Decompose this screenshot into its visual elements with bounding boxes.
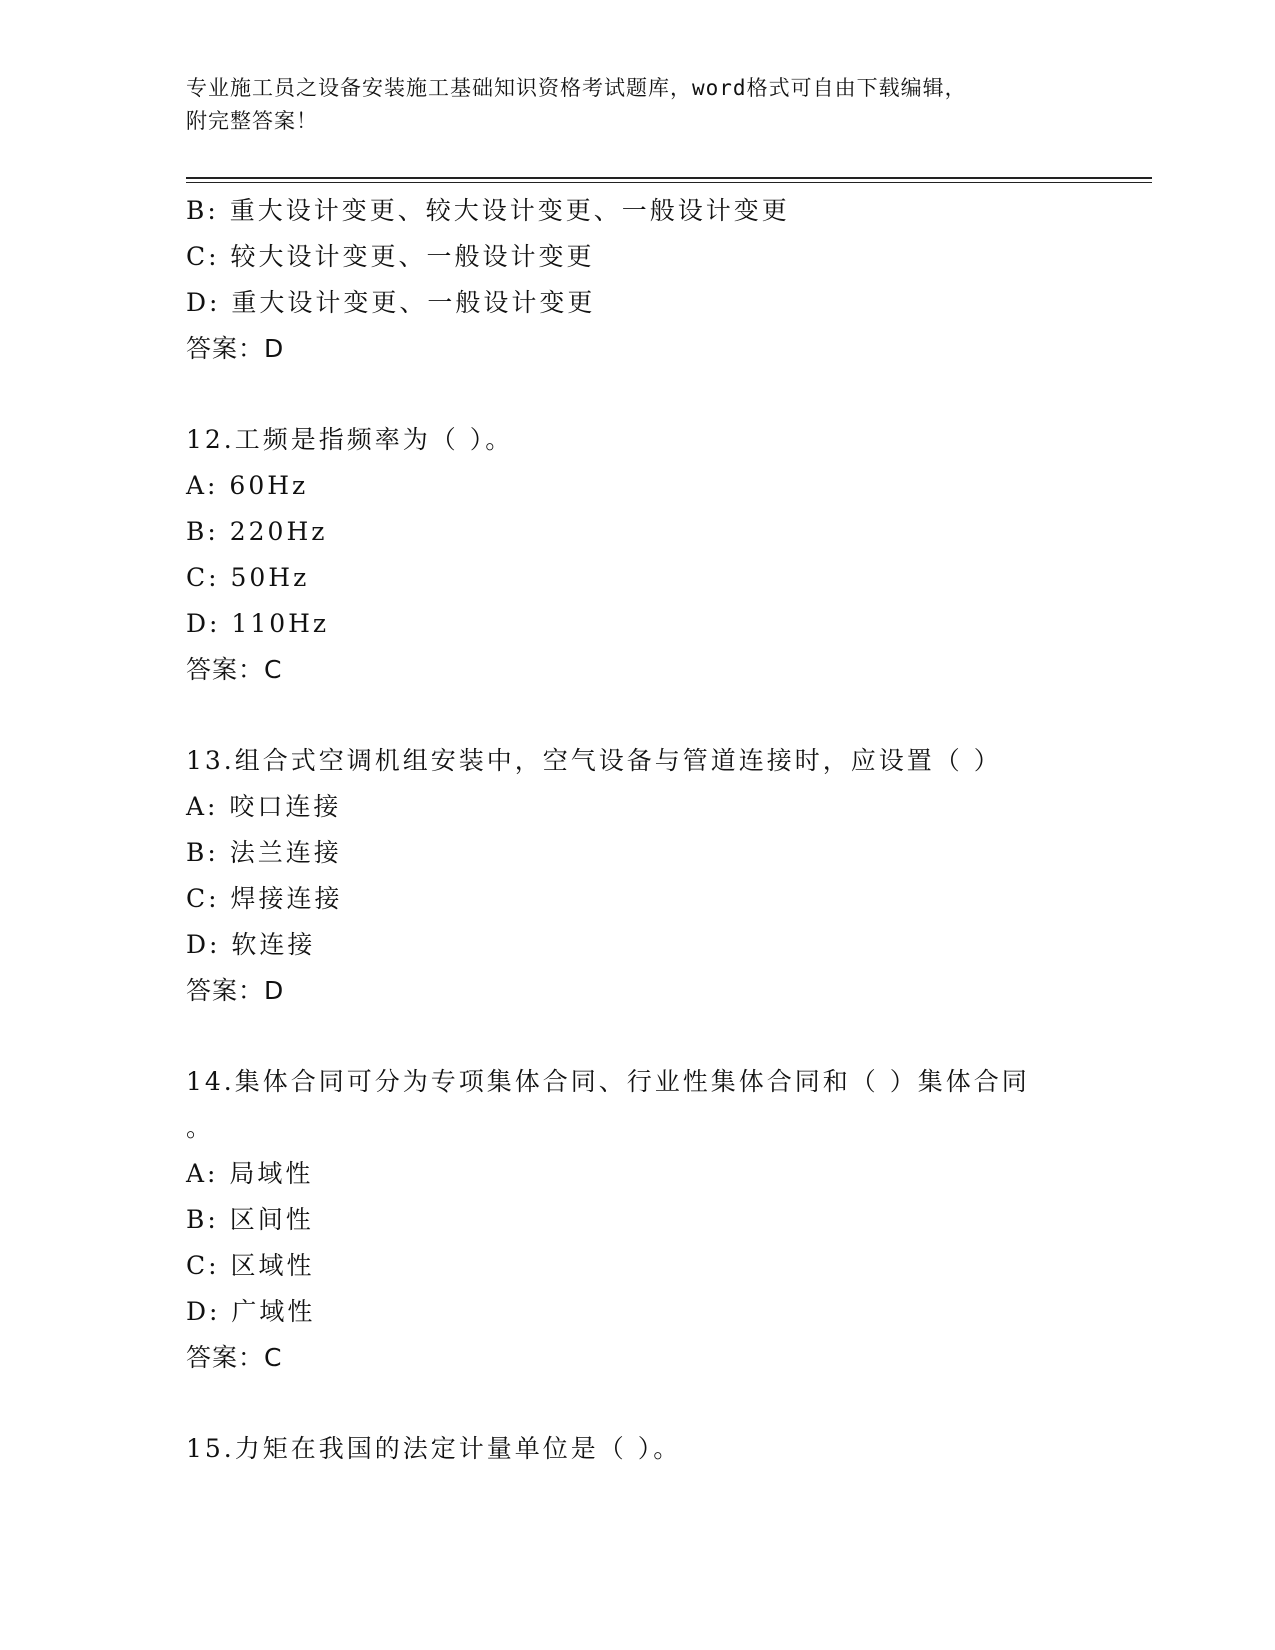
answer: 答案：D [186, 334, 285, 363]
question-11 [186, 188, 1086, 372]
document-header [186, 72, 1066, 138]
question-15 [186, 1426, 1086, 1472]
answer: 答案：C [186, 655, 283, 684]
option-b: B: 重大设计变更、较大设计变更、一般设计变更 [186, 196, 790, 225]
question-14 [186, 1059, 1086, 1381]
question-text: 13.组合式空调机组安装中，空气设备与管道连接时，应设置（ ） [186, 746, 1002, 775]
option-b: B: 区间性 [186, 1205, 314, 1234]
option-c: C: 较大设计变更、一般设计变更 [186, 242, 595, 271]
question-text: 15.力矩在我国的法定计量单位是（ ）。 [186, 1434, 682, 1463]
header-line-1: 专业施工员之设备安装施工基础知识资格考试题库，word格式可自由下载编辑， [186, 76, 967, 100]
question-text-continued: 。 [186, 1113, 212, 1142]
option-d: D: 广域性 [186, 1297, 316, 1326]
question-text: 14.集体合同可分为专项集体合同、行业性集体合同和（ ）集体合同 [186, 1067, 1030, 1096]
question-list [186, 188, 1086, 1472]
option-d: D: 软连接 [186, 930, 316, 959]
option-c: C: 50Hz [186, 563, 310, 592]
header-rule-thick [186, 177, 1152, 179]
option-a: A: 60Hz [186, 471, 309, 500]
option-c: C: 焊接连接 [186, 884, 343, 913]
option-a: A: 咬口连接 [186, 792, 342, 821]
answer: 答案：C [186, 1343, 283, 1372]
option-a: A: 局域性 [186, 1159, 314, 1188]
option-c: C: 区域性 [186, 1251, 315, 1280]
header-rule-thin [186, 182, 1152, 183]
header-line-2: 附完整答案！ [186, 109, 318, 133]
option-d: D: 110Hz [186, 609, 330, 638]
option-b: B: 法兰连接 [186, 838, 342, 867]
answer: 答案：D [186, 976, 285, 1005]
question-12 [186, 417, 1086, 693]
option-b: B: 220Hz [186, 517, 328, 546]
question-13 [186, 738, 1086, 1014]
option-d: D: 重大设计变更、一般设计变更 [186, 288, 596, 317]
question-text: 12.工频是指频率为（ ）。 [186, 425, 514, 454]
